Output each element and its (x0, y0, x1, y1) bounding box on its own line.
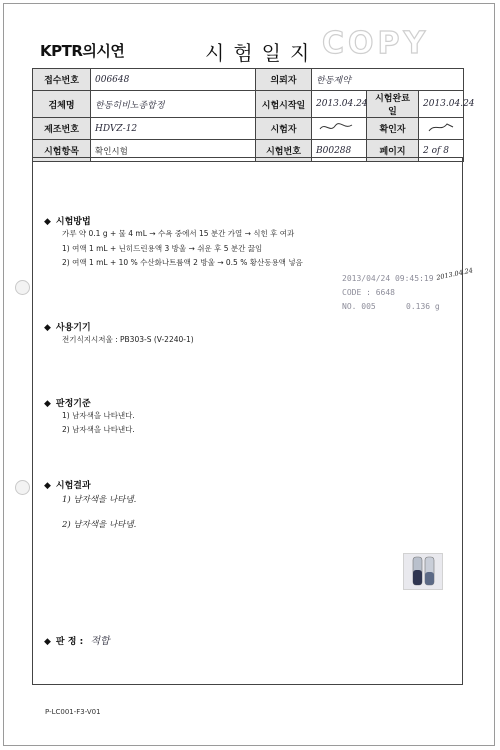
client-value: 한동제약 (312, 69, 464, 91)
diamond-bullet-icon: ◆ (44, 481, 51, 491)
item-value: 확인시험 (91, 140, 256, 162)
sample-label: 검체명 (33, 91, 91, 118)
judgement-value: 적합 (90, 636, 110, 647)
test-no-label: 시험번호 (256, 140, 312, 162)
item-label: 시험항목 (33, 140, 91, 162)
judgement-label: 판 정 : (55, 637, 84, 647)
tester-signature (312, 118, 367, 140)
end-date-value: 2013.04.24 (419, 91, 464, 118)
diamond-bullet-icon: ◆ (44, 217, 51, 227)
test-tube-photo (403, 553, 443, 590)
receipt-no-label: 접수번호 (33, 69, 91, 91)
start-date-value: 2013.04.24 (312, 91, 367, 118)
receipt-no-value: 006648 (91, 69, 256, 91)
method-line: 1) 여액 1 mL + 닌히드린용액 3 방울 → 쉬운 후 5 분간 끓임 (62, 244, 263, 253)
diamond-bullet-icon: ◆ (44, 323, 51, 333)
end-date-label: 시험완료일 (367, 91, 419, 118)
page-label: 페이지 (367, 140, 419, 162)
copy-watermark (320, 26, 450, 58)
criteria-title: ◆ 판정기준 (44, 399, 91, 409)
svg-text:COPY: COPY (322, 26, 430, 58)
page-value: 2 of 8 (419, 140, 464, 162)
test-no-value: B00288 (312, 140, 367, 162)
balance-code: CODE : 6648 (342, 288, 395, 297)
method-line: 2) 여액 1 mL + 10 % 수산화나트륨액 2 방울 → 0.5 % 황산동용액 넣음 (62, 258, 303, 267)
approver-signature (419, 118, 464, 140)
test-tube-image (404, 554, 442, 589)
tester-label: 시험자 (256, 118, 312, 140)
criteria-line: 1) 남자색을 나타낸다. (62, 411, 135, 420)
results-title: ◆ 시험결과 (44, 481, 91, 491)
instrument-line: 전기식지시저울 : PB303-S (V-2240-1) (62, 335, 194, 344)
lot-no-value: HDVZ-12 (91, 118, 256, 140)
start-date-label: 시험시작일 (256, 91, 312, 118)
method-title: ◆ 시험방법 (44, 217, 91, 227)
balance-number: NO. 005 (342, 302, 376, 311)
form-code: P-LC001-F3-V01 (45, 708, 101, 716)
company-logo (40, 40, 124, 61)
criteria-line: 2) 남자색을 나타낸다. (62, 425, 135, 434)
instrument-title: ◆ 사용기기 (44, 323, 91, 333)
document-title: 시험일지 (205, 41, 319, 65)
balance-weight: 0.136 g (406, 302, 440, 311)
balance-datetime: 2013/04/24 09:45:19 (342, 274, 434, 283)
binder-hole (15, 480, 30, 495)
tester-signature-mark (316, 120, 356, 134)
binder-hole (15, 280, 30, 295)
client-label: 의뢰자 (256, 69, 312, 91)
result-line: 1) 남자색을 나타냄. (62, 495, 137, 505)
approver-label: 확인자 (367, 118, 419, 140)
diamond-bullet-icon: ◆ (44, 637, 51, 647)
logo-text: KPTR의시연 (40, 42, 125, 60)
info-table (32, 68, 475, 162)
lot-no-label: 제조번호 (33, 118, 91, 140)
handwritten-date: 2013.04.24 (435, 266, 474, 282)
approver-signature-mark (423, 120, 459, 134)
diamond-bullet-icon: ◆ (44, 399, 51, 409)
judgement-row (44, 632, 110, 647)
method-line: 가루 약 0.1 g + 물 4 mL → 수욕 중에서 15 분간 가열 → 식힌 후 여과 (62, 229, 295, 238)
sample-value: 한동히비노종합정 (91, 91, 256, 118)
result-line: 2) 남자색을 나타냄. (62, 520, 137, 530)
